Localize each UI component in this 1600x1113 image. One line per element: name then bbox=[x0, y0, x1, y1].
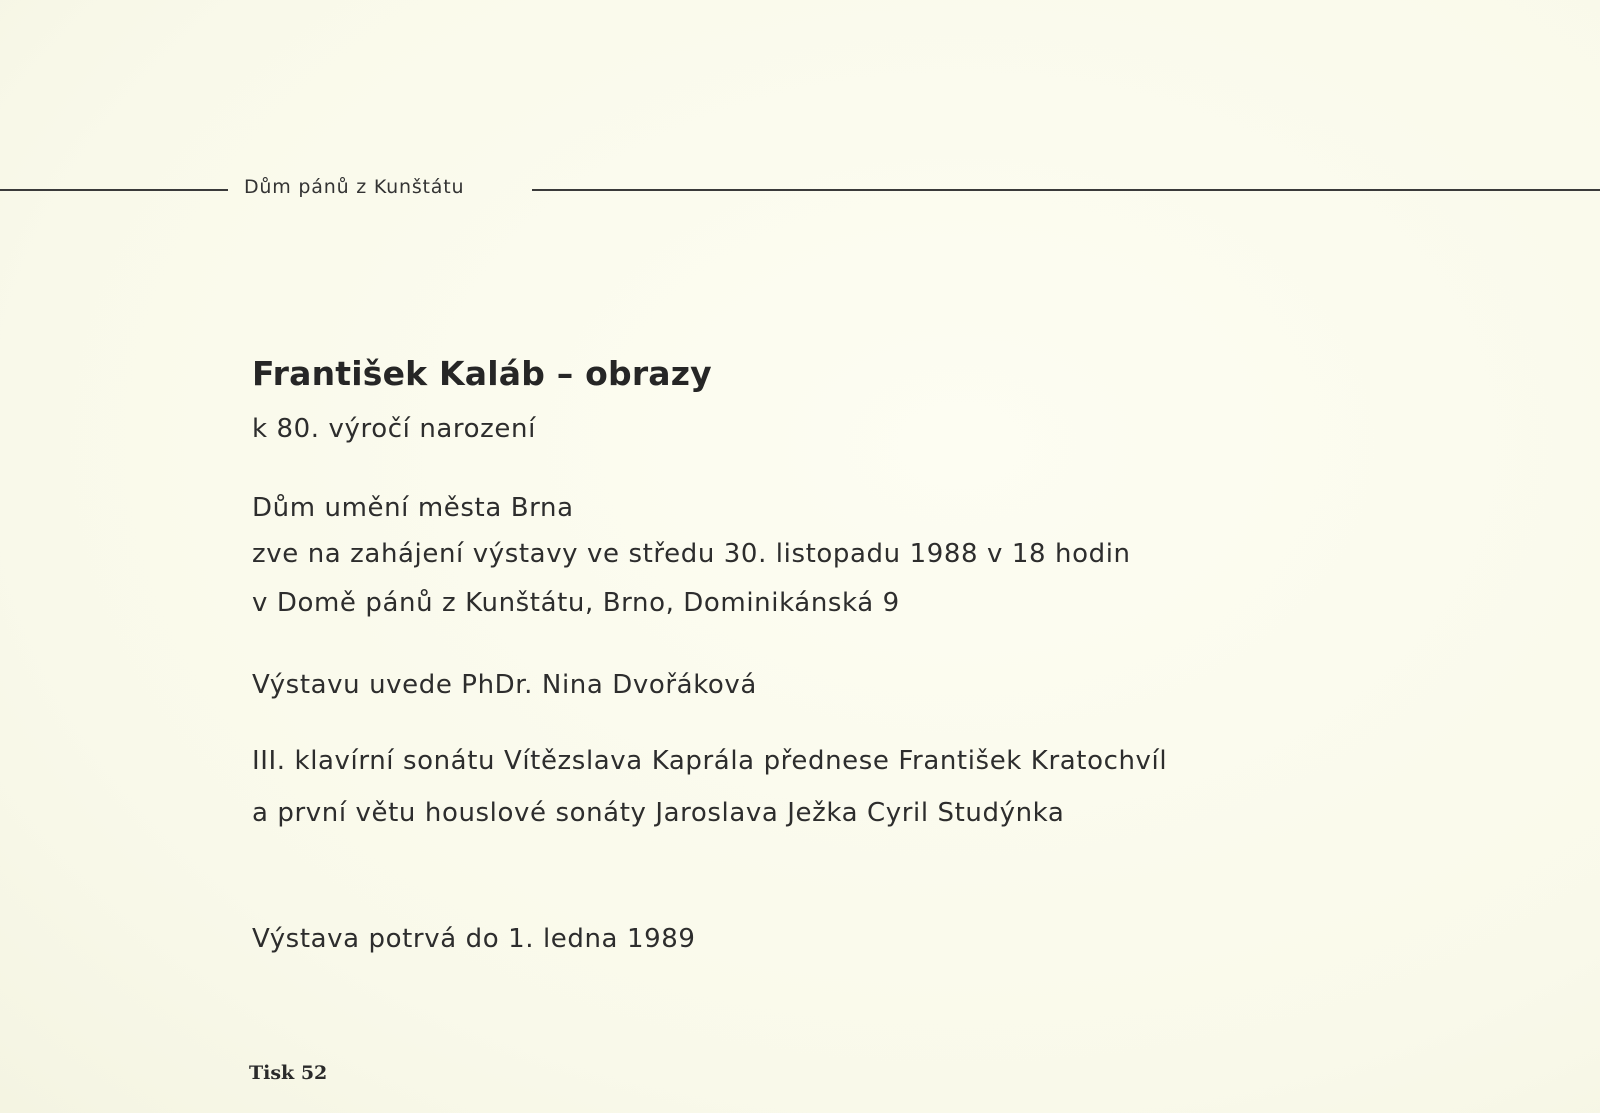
exhibition-subtitle: k 80. výročí narození bbox=[252, 414, 536, 444]
address-line: v Domě pánů z Kunštátu, Brno, Dominikánská 9 bbox=[252, 588, 900, 618]
host-line: Dům umění města Brna bbox=[252, 493, 574, 523]
exhibition-title: František Kaláb – obrazy bbox=[252, 354, 712, 393]
exhibition-duration: Výstava potrvá do 1. ledna 1989 bbox=[252, 924, 696, 954]
opening-speaker: Výstavu uvede PhDr. Nina Dvořáková bbox=[252, 670, 757, 700]
header-rule-right bbox=[532, 189, 1600, 191]
invitation-line: zve na zahájení výstavy ve středu 30. listopadu 1988 v 18 hodin bbox=[252, 539, 1131, 569]
header-rule-left bbox=[0, 189, 228, 191]
venue-header: Dům pánů z Kunštátu bbox=[244, 176, 465, 198]
print-mark: Tisk 52 bbox=[249, 1062, 328, 1084]
music-line: III. klavírní sonátu Vítězslava Kaprála přednese František Kratochvíl bbox=[252, 746, 1168, 776]
music-line: a první větu houslové sonáty Jaroslava Ježka Cyril Studýnka bbox=[252, 798, 1065, 828]
